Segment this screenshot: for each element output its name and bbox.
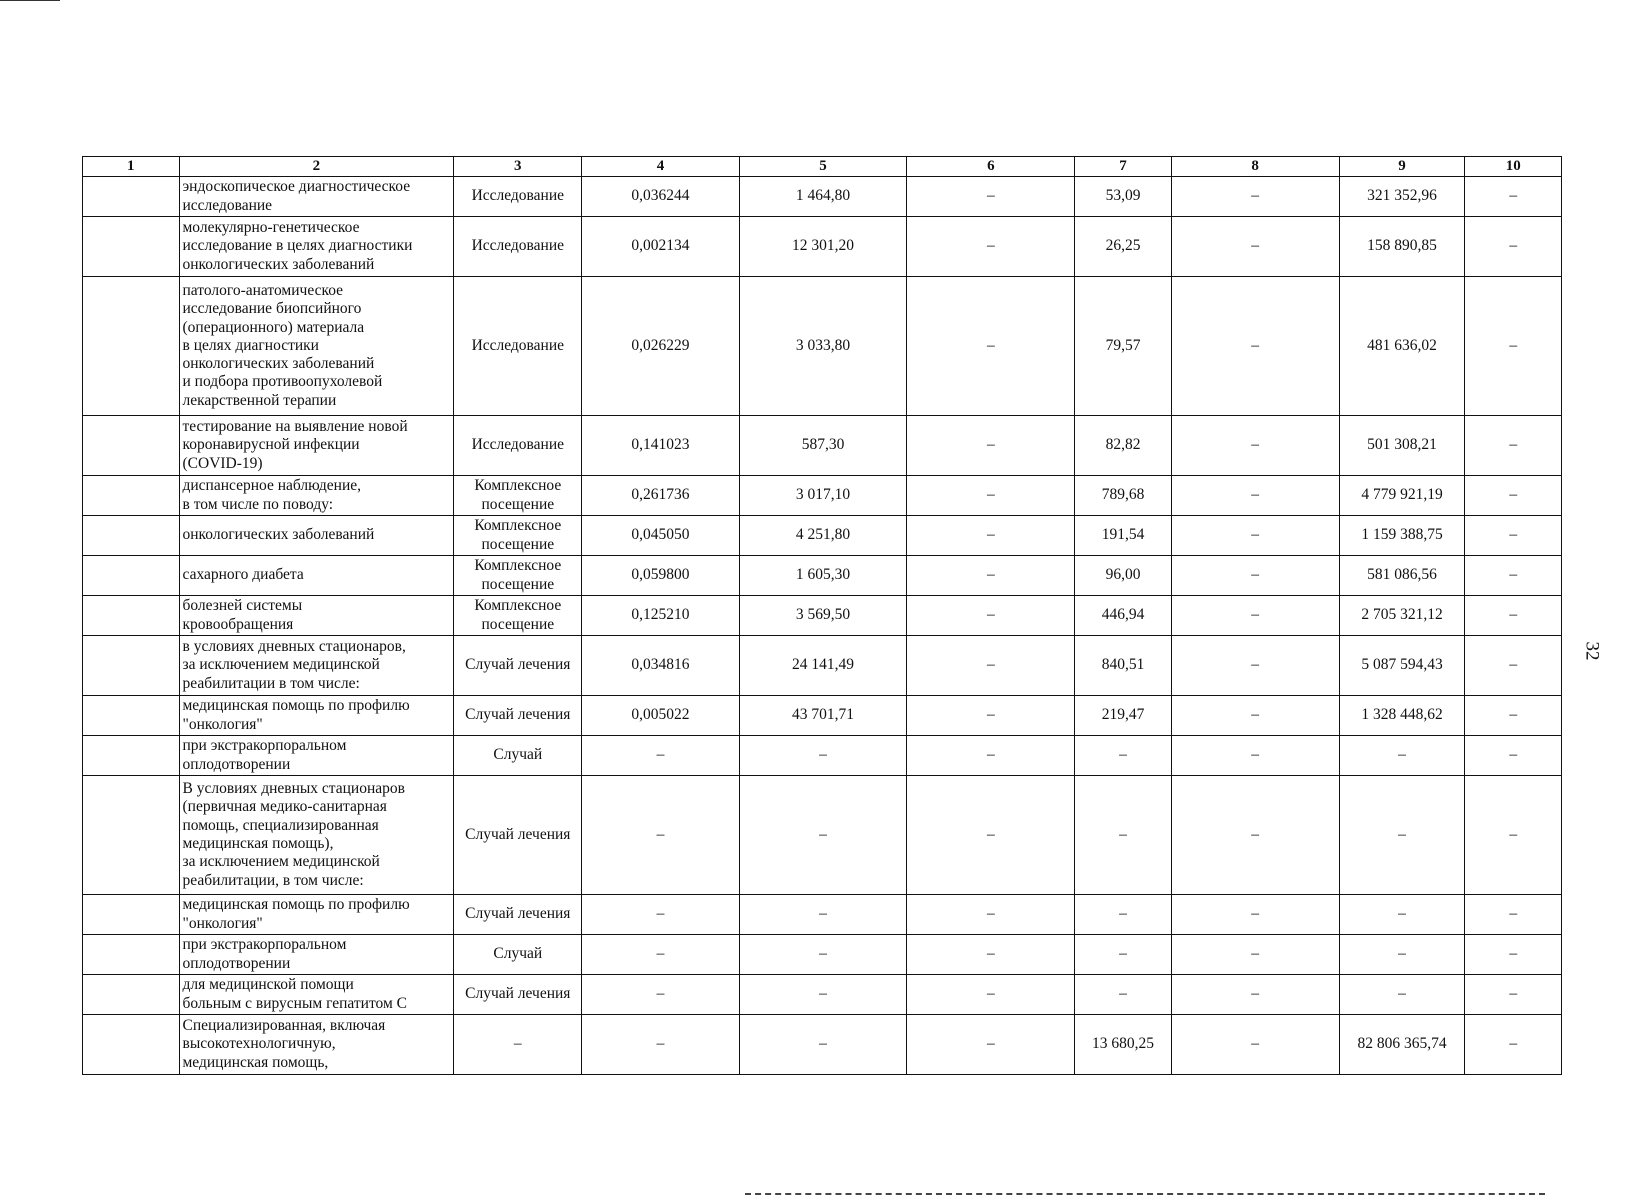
service-name-cell: патолого-анатомическое исследование биопсийного (операционного) материала в целях диагностики онкологических заболеваний и подбора противоопухолевой лекарственной терапии	[179, 277, 454, 416]
table-row	[83, 556, 1562, 596]
value-cell-col7: 446,94	[1075, 596, 1172, 636]
value-cell-col5: 3 569,50	[739, 596, 907, 636]
service-name-cell: онкологических заболеваний	[179, 516, 454, 556]
value-cell-col5: –	[739, 776, 907, 895]
unit-cell: Исследование	[454, 217, 582, 277]
value-cell-col7: 53,09	[1075, 177, 1172, 217]
service-name-cell: для медицинской помощи больным с вирусным гепатитом С	[179, 975, 454, 1015]
value-cell-col4: 0,026229	[582, 277, 739, 416]
table-row	[83, 516, 1562, 556]
unit-cell: Исследование	[454, 177, 582, 217]
service-name-cell: молекулярно-генетическое исследование в целях диагностики онкологических заболеваний	[179, 217, 454, 277]
unit-cell: Случай лечения	[454, 895, 582, 935]
unit-cell: Случай	[454, 935, 582, 975]
scan-corner-mark	[0, 0, 60, 1]
table-row	[83, 975, 1562, 1015]
service-name-cell: В условиях дневных стационаров (первичная медико-санитарная помощь, специализированная медицинская помощь), за исключением медицинской реабилитации, в том числе:	[179, 776, 454, 895]
value-cell-col4: 0,141023	[582, 416, 739, 476]
value-cell-col4: 0,036244	[582, 177, 739, 217]
unit-cell: Исследование	[454, 277, 582, 416]
value-cell-col5: 24 141,49	[739, 636, 907, 696]
value-cell-col9: 581 086,56	[1339, 556, 1465, 596]
value-cell-col4: 0,002134	[582, 217, 739, 277]
value-cell-col5: 4 251,80	[739, 516, 907, 556]
value-cell-col5: –	[739, 975, 907, 1015]
row-group-cell	[83, 975, 180, 1015]
value-cell-col6: –	[907, 476, 1075, 516]
value-cell-col10: –	[1465, 776, 1562, 895]
unit-cell: Случай лечения	[454, 636, 582, 696]
row-group-cell	[83, 277, 180, 416]
column-number-header-row	[83, 157, 1562, 177]
value-cell-col6: –	[907, 696, 1075, 736]
column-header: 10	[1465, 157, 1562, 177]
value-cell-col8: –	[1171, 476, 1339, 516]
service-name-cell: Специализированная, включая высокотехнологичную, медицинская помощь,	[179, 1015, 454, 1075]
row-group-cell	[83, 1015, 180, 1075]
value-cell-col7: –	[1075, 975, 1172, 1015]
value-cell-col8: –	[1171, 776, 1339, 895]
value-cell-col5: –	[739, 1015, 907, 1075]
value-cell-col7: 13 680,25	[1075, 1015, 1172, 1075]
value-cell-col6: –	[907, 935, 1075, 975]
value-cell-col10: –	[1465, 217, 1562, 277]
value-cell-col10: –	[1465, 516, 1562, 556]
value-cell-col6: –	[907, 516, 1075, 556]
row-group-cell	[83, 476, 180, 516]
value-cell-col6: –	[907, 895, 1075, 935]
unit-cell: Случай лечения	[454, 975, 582, 1015]
value-cell-col10: –	[1465, 416, 1562, 476]
table-row	[83, 636, 1562, 696]
table-row	[83, 696, 1562, 736]
service-name-cell: эндоскопическое диагностическое исследование	[179, 177, 454, 217]
scan-bottom-line	[745, 1193, 1545, 1195]
value-cell-col10: –	[1465, 1015, 1562, 1075]
value-cell-col9: 4 779 921,19	[1339, 476, 1465, 516]
value-cell-col7: –	[1075, 776, 1172, 895]
table-row	[83, 596, 1562, 636]
value-cell-col7: 96,00	[1075, 556, 1172, 596]
value-cell-col7: –	[1075, 736, 1172, 776]
value-cell-col8: –	[1171, 636, 1339, 696]
row-group-cell	[83, 556, 180, 596]
value-cell-col9: 321 352,96	[1339, 177, 1465, 217]
value-cell-col6: –	[907, 177, 1075, 217]
unit-cell: Случай	[454, 736, 582, 776]
service-name-cell: диспансерное наблюдение, в том числе по поводу:	[179, 476, 454, 516]
table-row	[83, 736, 1562, 776]
value-cell-col5: 3 033,80	[739, 277, 907, 416]
column-header: 2	[179, 157, 454, 177]
row-group-cell	[83, 596, 180, 636]
value-cell-col8: –	[1171, 277, 1339, 416]
value-cell-col8: –	[1171, 516, 1339, 556]
row-group-cell	[83, 416, 180, 476]
value-cell-col8: –	[1171, 416, 1339, 476]
value-cell-col8: –	[1171, 596, 1339, 636]
table-row	[83, 217, 1562, 277]
value-cell-col4: –	[582, 776, 739, 895]
value-cell-col9: 481 636,02	[1339, 277, 1465, 416]
row-group-cell	[83, 217, 180, 277]
column-header: 4	[582, 157, 739, 177]
value-cell-col10: –	[1465, 975, 1562, 1015]
column-header: 1	[83, 157, 180, 177]
value-cell-col6: –	[907, 736, 1075, 776]
value-cell-col5: 12 301,20	[739, 217, 907, 277]
value-cell-col8: –	[1171, 736, 1339, 776]
value-cell-col9: 158 890,85	[1339, 217, 1465, 277]
value-cell-col9: 1 328 448,62	[1339, 696, 1465, 736]
value-cell-col6: –	[907, 217, 1075, 277]
value-cell-col7: 79,57	[1075, 277, 1172, 416]
value-cell-col10: –	[1465, 736, 1562, 776]
value-cell-col9: –	[1339, 895, 1465, 935]
value-cell-col9: 501 308,21	[1339, 416, 1465, 476]
value-cell-col6: –	[907, 776, 1075, 895]
table-row	[83, 177, 1562, 217]
row-group-cell	[83, 516, 180, 556]
value-cell-col10: –	[1465, 476, 1562, 516]
value-cell-col7: 840,51	[1075, 636, 1172, 696]
table-row	[83, 776, 1562, 895]
value-cell-col10: –	[1465, 895, 1562, 935]
service-name-cell: при экстракорпоральном оплодотворении	[179, 935, 454, 975]
value-cell-col6: –	[907, 1015, 1075, 1075]
value-cell-col8: –	[1171, 177, 1339, 217]
value-cell-col8: –	[1171, 217, 1339, 277]
service-name-cell: болезней системы кровообращения	[179, 596, 454, 636]
value-cell-col5: 587,30	[739, 416, 907, 476]
value-cell-col4: –	[582, 975, 739, 1015]
service-name-cell: сахарного диабета	[179, 556, 454, 596]
value-cell-col5: –	[739, 895, 907, 935]
value-cell-col5: 3 017,10	[739, 476, 907, 516]
value-cell-col9: –	[1339, 776, 1465, 895]
row-group-cell	[83, 895, 180, 935]
value-cell-col7: 219,47	[1075, 696, 1172, 736]
unit-cell: Комплексное посещение	[454, 556, 582, 596]
table-row	[83, 895, 1562, 935]
value-cell-col5: –	[739, 736, 907, 776]
value-cell-col9: 1 159 388,75	[1339, 516, 1465, 556]
value-cell-col10: –	[1465, 935, 1562, 975]
column-header: 6	[907, 157, 1075, 177]
value-cell-col5: 43 701,71	[739, 696, 907, 736]
row-group-cell	[83, 696, 180, 736]
unit-cell: Случай лечения	[454, 776, 582, 895]
value-cell-col7: –	[1075, 895, 1172, 935]
service-name-cell: медицинская помощь по профилю "онкология"	[179, 696, 454, 736]
tariff-table	[82, 156, 1562, 1075]
value-cell-col8: –	[1171, 895, 1339, 935]
unit-cell: –	[454, 1015, 582, 1075]
value-cell-col6: –	[907, 556, 1075, 596]
value-cell-col9: 5 087 594,43	[1339, 636, 1465, 696]
page-number: 32	[1581, 641, 1603, 661]
value-cell-col5: 1 464,80	[739, 177, 907, 217]
value-cell-col8: –	[1171, 696, 1339, 736]
service-name-cell: при экстракорпоральном оплодотворении	[179, 736, 454, 776]
table-row	[83, 416, 1562, 476]
value-cell-col4: 0,045050	[582, 516, 739, 556]
service-name-cell: тестирование на выявление новой коронавирусной инфекции (COVID-19)	[179, 416, 454, 476]
value-cell-col9: –	[1339, 975, 1465, 1015]
table-body	[83, 177, 1562, 1075]
value-cell-col8: –	[1171, 975, 1339, 1015]
column-header: 5	[739, 157, 907, 177]
table-row	[83, 277, 1562, 416]
column-header: 3	[454, 157, 582, 177]
value-cell-col6: –	[907, 975, 1075, 1015]
row-group-cell	[83, 776, 180, 895]
value-cell-col8: –	[1171, 935, 1339, 975]
value-cell-col10: –	[1465, 177, 1562, 217]
value-cell-col10: –	[1465, 636, 1562, 696]
row-group-cell	[83, 177, 180, 217]
value-cell-col10: –	[1465, 277, 1562, 416]
value-cell-col5: 1 605,30	[739, 556, 907, 596]
value-cell-col4: 0,059800	[582, 556, 739, 596]
unit-cell: Комплексное посещение	[454, 476, 582, 516]
value-cell-col10: –	[1465, 696, 1562, 736]
row-group-cell	[83, 636, 180, 696]
value-cell-col4: 0,261736	[582, 476, 739, 516]
value-cell-col4: 0,125210	[582, 596, 739, 636]
unit-cell: Исследование	[454, 416, 582, 476]
value-cell-col6: –	[907, 596, 1075, 636]
table-row	[83, 935, 1562, 975]
column-header: 7	[1075, 157, 1172, 177]
value-cell-col8: –	[1171, 1015, 1339, 1075]
value-cell-col7: –	[1075, 935, 1172, 975]
service-name-cell: в условиях дневных стационаров, за исключением медицинской реабилитации в том числе:	[179, 636, 454, 696]
value-cell-col7: 82,82	[1075, 416, 1172, 476]
column-header: 8	[1171, 157, 1339, 177]
value-cell-col8: –	[1171, 556, 1339, 596]
value-cell-col10: –	[1465, 596, 1562, 636]
column-header: 9	[1339, 157, 1465, 177]
row-group-cell	[83, 935, 180, 975]
value-cell-col6: –	[907, 277, 1075, 416]
value-cell-col6: –	[907, 416, 1075, 476]
value-cell-col4: –	[582, 1015, 739, 1075]
value-cell-col5: –	[739, 935, 907, 975]
value-cell-col6: –	[907, 636, 1075, 696]
value-cell-col7: 191,54	[1075, 516, 1172, 556]
value-cell-col4: –	[582, 895, 739, 935]
value-cell-col4: 0,005022	[582, 696, 739, 736]
value-cell-col4: –	[582, 935, 739, 975]
unit-cell: Случай лечения	[454, 696, 582, 736]
table-row	[83, 476, 1562, 516]
value-cell-col7: 26,25	[1075, 217, 1172, 277]
value-cell-col4: –	[582, 736, 739, 776]
value-cell-col9: 2 705 321,12	[1339, 596, 1465, 636]
unit-cell: Комплексное посещение	[454, 516, 582, 556]
value-cell-col9: –	[1339, 935, 1465, 975]
unit-cell: Комплексное посещение	[454, 596, 582, 636]
value-cell-col9: –	[1339, 736, 1465, 776]
value-cell-col10: –	[1465, 556, 1562, 596]
value-cell-col7: 789,68	[1075, 476, 1172, 516]
value-cell-col9: 82 806 365,74	[1339, 1015, 1465, 1075]
table-row	[83, 1015, 1562, 1075]
row-group-cell	[83, 736, 180, 776]
value-cell-col4: 0,034816	[582, 636, 739, 696]
service-name-cell: медицинская помощь по профилю "онкология"	[179, 895, 454, 935]
